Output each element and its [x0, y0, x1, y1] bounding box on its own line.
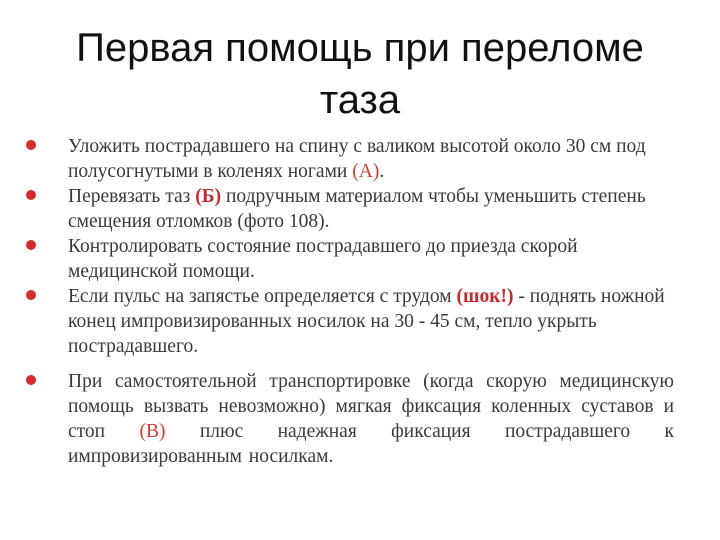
- first-aid-steps-list: [22, 134, 674, 469]
- item-text-part: подручным материалом чтобы уменьшить степень смещения отломков (фото 108).: [68, 186, 646, 232]
- item-highlight: (Б): [195, 186, 222, 207]
- item-text-part: плюс надежная фиксация пострадавшего к импровизированным носилкам.: [68, 421, 674, 467]
- list-item-text: [68, 286, 665, 357]
- list-item: [22, 284, 674, 359]
- bullet-dot-icon: [26, 240, 36, 250]
- list-item: [22, 369, 674, 469]
- item-text-part: При самостоятельной транспортировке (когда скорую медицинскую помощь вызвать невозможно) мягкая фиксация коленных суставов и стоп: [68, 371, 674, 442]
- bullet-dot-icon: [26, 190, 36, 200]
- list-item-text: [68, 369, 674, 469]
- item-text-part: Перевязать таз: [68, 186, 196, 207]
- bullet-dot-icon: [26, 140, 36, 150]
- list-item: [22, 134, 674, 184]
- bullet-dot-icon: [26, 290, 36, 300]
- item-highlight: (А): [352, 161, 380, 182]
- item-text-part: - поднять ножной конец импровизированных носилок на 30 - 45 см, тепло укрыть пострадавшего.: [68, 286, 665, 357]
- item-text-part: Если пульс на запястье определяется с трудом: [68, 286, 457, 307]
- list-item-text: [68, 136, 646, 182]
- list-item: [22, 184, 674, 234]
- bullet-dot-icon: [26, 375, 36, 385]
- list-item-text: [68, 186, 646, 232]
- item-text-part: Уложить пострадавшего на спину с валиком высотой около 30 см под полусогнутыми в коленях ногами: [68, 136, 646, 182]
- list-item-text: Контролировать состояние пострадавшего до приезда скорой медицинской помощи.: [68, 236, 578, 282]
- slide-title-line-2: таза: [319, 78, 401, 122]
- slide-title: [0, 22, 720, 126]
- list-item: [22, 234, 674, 284]
- item-text-part: .: [379, 161, 385, 182]
- item-highlight: (шок!): [456, 286, 514, 307]
- item-highlight: (В): [139, 421, 166, 442]
- slide-title-line-1: Первая помощь при переломе: [76, 26, 644, 70]
